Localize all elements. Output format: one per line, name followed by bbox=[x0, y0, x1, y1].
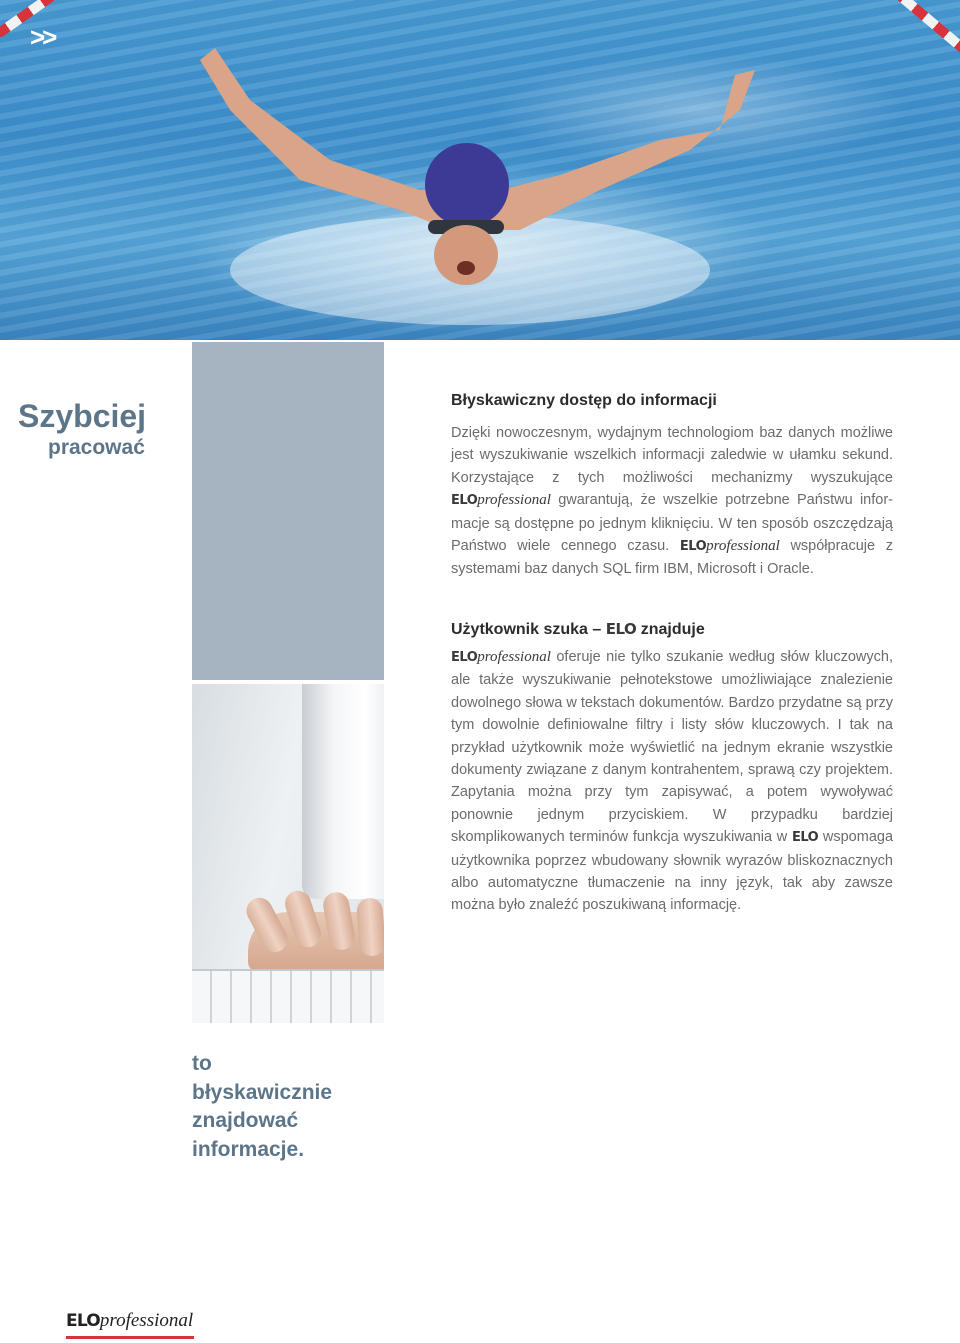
brand-elo: ELO bbox=[451, 650, 478, 665]
swimmer-illustration bbox=[0, 0, 960, 340]
section2-heading-a: Użytkownik szuka – bbox=[451, 621, 602, 638]
logo-elo: ELO bbox=[66, 1311, 100, 1331]
keyboard-shape bbox=[192, 969, 384, 1023]
side-title: Szybciej bbox=[18, 398, 147, 434]
keyboard-photo bbox=[192, 684, 384, 1023]
quote-line: informacje. bbox=[192, 1137, 305, 1161]
double-chevron-icon: >> bbox=[30, 22, 55, 52]
monitor-shape bbox=[302, 684, 384, 899]
section1-text-c: współpracuje z systemami baz danych SQL firm IBM, Microsoft i Oracle. bbox=[451, 538, 893, 578]
quote-line: znajdować bbox=[192, 1109, 299, 1132]
section2-text-a: oferuje nie tylko szukanie według słów kluczowych, ale także wyszukiwanie pełnotekstowe umożliwiające znalezienie dowolnego słowa w tekstach dokumentów. Bardzo przydatne są przy tym dowolnie definiowalne filtry i listy słów kluczowych. I tak na przykład użytkownik może wyświetlić na jednym ekranie wszystkie dokumenty związane z danym kontrahentem, sprawą czy projektem. Zapytania można przy tym zapisywać, a potem wywoływać ponownie jednym przyciskiem. W przypadku bardziej skomplikowanych terminów funkcja wyszukiwania w bbox=[451, 649, 893, 846]
section2-heading-b: znajduje bbox=[640, 621, 705, 638]
brand-elo: ELO bbox=[679, 539, 707, 555]
side-subtitle: pracować bbox=[48, 436, 145, 459]
brand-professional: professional bbox=[477, 649, 551, 665]
section2-heading-elo: ELO bbox=[605, 620, 637, 638]
grey-accent-block bbox=[192, 342, 384, 680]
pull-quote bbox=[192, 1050, 332, 1164]
section1-text-a: Dzięki nowoczesnym, wydajnym technologiom baz danych możliwe jest wyszukiwanie wszelkich informacji zaledwie w ułamku sekund. Korzystające z tych możliwości mechanizmy wyszukujące bbox=[451, 425, 893, 486]
section1-text-b: gwarantują, że wszelkie potrzebne Państwu informacje są dostępne po jednym kliknięciu. W ten sposób oszczędzają Państwo wiele cennego czasu. bbox=[451, 492, 893, 555]
brand-professional: professional bbox=[706, 538, 780, 555]
brand-elo: ELO bbox=[451, 493, 478, 509]
elo-professional-logo bbox=[66, 1310, 194, 1332]
section2-paragraph bbox=[451, 646, 893, 917]
logo-professional: professional bbox=[99, 1310, 194, 1331]
section1-heading bbox=[451, 391, 893, 411]
section1-heading-text: Błyskawiczny dostęp do informacji bbox=[451, 392, 717, 409]
logo-underline bbox=[66, 1336, 194, 1339]
section2-heading bbox=[451, 619, 893, 640]
quote-line: to bbox=[192, 1052, 212, 1075]
quote-line: błyskawicznie bbox=[192, 1080, 333, 1104]
hero-photo-swimmer bbox=[0, 0, 960, 340]
finger-shape bbox=[356, 897, 384, 957]
section1-paragraph bbox=[451, 422, 893, 581]
brand-professional: professional bbox=[477, 492, 551, 509]
section2-text-b: wspomaga użytkownika poprzez wbudowany słownik wyrazów bliskoznacznych albo automatyczne tłumaczenie na inny język, tak aby zawsze można było znaleźć poszukiwaną informację. bbox=[451, 829, 894, 914]
brand-elo: ELO bbox=[791, 830, 819, 846]
